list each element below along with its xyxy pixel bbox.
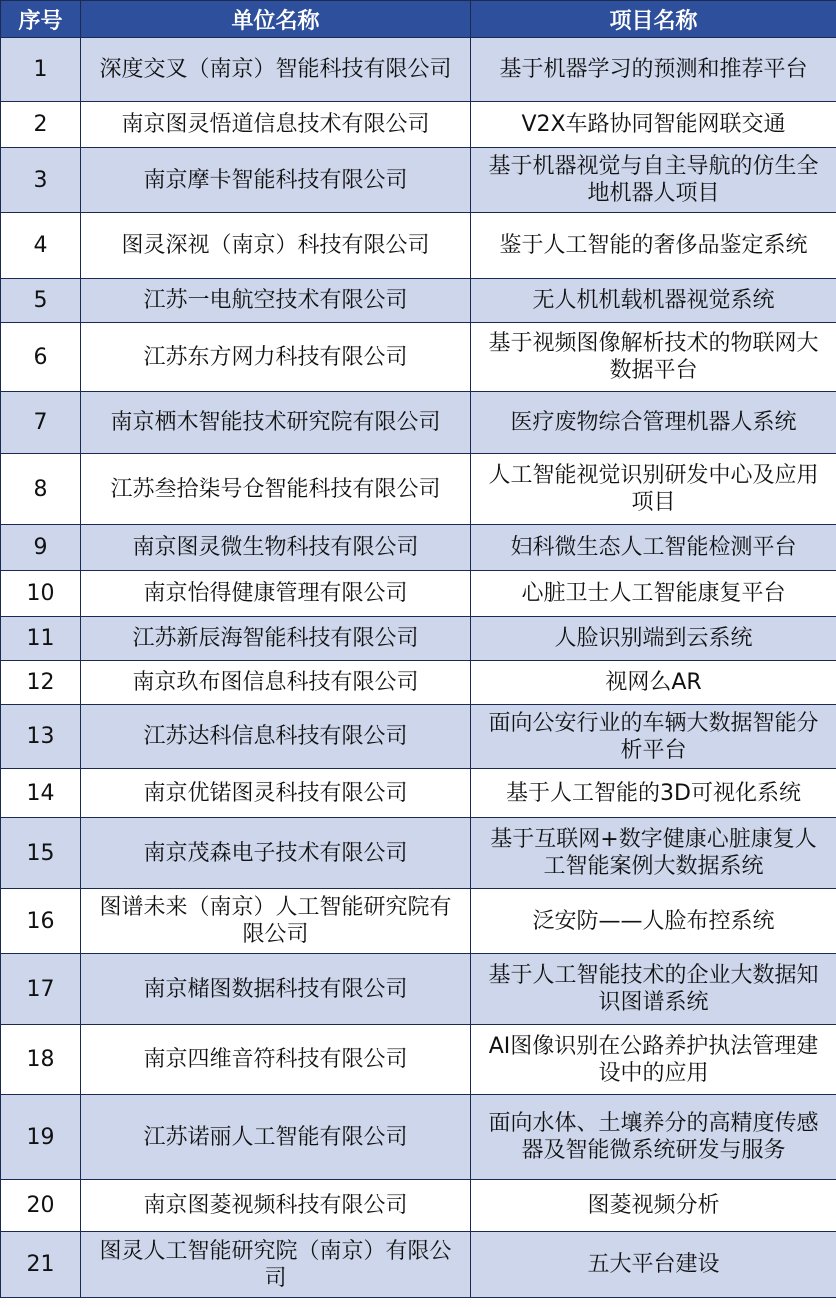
row-number: 5: [1, 279, 81, 323]
project-name: 视网么AR: [471, 661, 836, 705]
project-name: 基于人工智能的3D可视化系统: [471, 769, 836, 818]
row-number: 14: [1, 769, 81, 818]
project-name: 五大平台建设: [471, 1232, 836, 1298]
organization-name: 江苏达科信息科技有限公司: [81, 705, 471, 769]
project-name: 医疗废物综合管理机器人系统: [471, 392, 836, 454]
project-name: 妇科微生态人工智能检测平台: [471, 525, 836, 571]
organization-name: 南京图灵微生物科技有限公司: [81, 525, 471, 571]
table-row: [1, 571, 836, 617]
project-name: 人脸识别端到云系统: [471, 617, 836, 661]
row-number: 1: [1, 38, 81, 102]
table-row: [1, 1025, 836, 1095]
organization-name: 深度交叉（南京）智能科技有限公司: [81, 38, 471, 102]
table-row: [1, 1180, 836, 1232]
table-row: [1, 454, 836, 525]
organization-name: 图灵深视（南京）科技有限公司: [81, 213, 471, 279]
organization-name: 图谱未来（南京）人工智能研究院有限公司: [81, 889, 471, 954]
table-row: [1, 954, 836, 1025]
table-row: [1, 769, 836, 818]
project-name: 人工智能视觉识别研发中心及应用项目: [471, 454, 836, 525]
row-number: 20: [1, 1180, 81, 1232]
organization-name: 江苏诺丽人工智能有限公司: [81, 1095, 471, 1180]
table-row: [1, 661, 836, 705]
project-name: 心脏卫士人工智能康复平台: [471, 571, 836, 617]
table-row: [1, 818, 836, 889]
project-name: 基于视频图像解析技术的物联网大数据平台: [471, 323, 836, 392]
header-organization: 单位名称: [81, 1, 471, 38]
project-name: 无人机机载机器视觉系统: [471, 279, 836, 323]
organization-name: 江苏叁拾柒号仓智能科技有限公司: [81, 454, 471, 525]
project-name: 面向公安行业的车辆大数据智能分析平台: [471, 705, 836, 769]
row-number: 2: [1, 102, 81, 148]
table-row: [1, 525, 836, 571]
row-number: 16: [1, 889, 81, 954]
organization-name: 南京茂森电子技术有限公司: [81, 818, 471, 889]
row-number: 15: [1, 818, 81, 889]
project-name: 基于机器学习的预测和推荐平台: [471, 38, 836, 102]
project-name: 面向水体、土壤养分的高精度传感器及智能微系统研发与服务: [471, 1095, 836, 1180]
row-number: 18: [1, 1025, 81, 1095]
project-name: V2X车路协同智能网联交通: [471, 102, 836, 148]
table-row: [1, 213, 836, 279]
row-number: 11: [1, 617, 81, 661]
project-name: 基于人工智能技术的企业大数据知识图谱系统: [471, 954, 836, 1025]
project-name: 基于互联网+数字健康心脏康复人工智能案例大数据系统: [471, 818, 836, 889]
table-header-row: [1, 1, 836, 38]
table-row: [1, 1232, 836, 1298]
row-number: 3: [1, 148, 81, 213]
table-row: [1, 617, 836, 661]
table-row: [1, 705, 836, 769]
row-number: 21: [1, 1232, 81, 1298]
table-row: [1, 148, 836, 213]
organization-name: 南京槠图数据科技有限公司: [81, 954, 471, 1025]
row-number: 12: [1, 661, 81, 705]
organization-name: 江苏东方网力科技有限公司: [81, 323, 471, 392]
organization-name: 图灵人工智能研究院（南京）有限公司: [81, 1232, 471, 1298]
row-number: 4: [1, 213, 81, 279]
table-row: [1, 102, 836, 148]
project-name: 泛安防——人脸布控系统: [471, 889, 836, 954]
organization-name: 南京四维音符科技有限公司: [81, 1025, 471, 1095]
project-name: 基于机器视觉与自主导航的仿生全地机器人项目: [471, 148, 836, 213]
row-number: 8: [1, 454, 81, 525]
organization-name: 南京摩卡智能科技有限公司: [81, 148, 471, 213]
header-project: 项目名称: [471, 1, 836, 38]
organization-name: 江苏新辰海智能科技有限公司: [81, 617, 471, 661]
project-name: 鉴于人工智能的奢侈品鉴定系统: [471, 213, 836, 279]
table-row: [1, 392, 836, 454]
row-number: 7: [1, 392, 81, 454]
table-row: [1, 1095, 836, 1180]
row-number: 19: [1, 1095, 81, 1180]
organization-name: 南京栖木智能技术研究院有限公司: [81, 392, 471, 454]
table-row: [1, 38, 836, 102]
organization-name: 南京图灵悟道信息技术有限公司: [81, 102, 471, 148]
organization-name: 南京优锘图灵科技有限公司: [81, 769, 471, 818]
table-row: [1, 279, 836, 323]
organization-name: 南京怡得健康管理有限公司: [81, 571, 471, 617]
row-number: 9: [1, 525, 81, 571]
row-number: 13: [1, 705, 81, 769]
row-number: 17: [1, 954, 81, 1025]
row-number: 6: [1, 323, 81, 392]
organization-name: 江苏一电航空技术有限公司: [81, 279, 471, 323]
table-row: [1, 323, 836, 392]
table-row: [1, 889, 836, 954]
project-name: AI图像识别在公路养护执法管理建设中的应用: [471, 1025, 836, 1095]
project-name: 图菱视频分析: [471, 1180, 836, 1232]
organization-name: 南京玖布图信息科技有限公司: [81, 661, 471, 705]
organization-name: 南京图菱视频科技有限公司: [81, 1180, 471, 1232]
header-number: 序号: [1, 1, 81, 38]
row-number: 10: [1, 571, 81, 617]
